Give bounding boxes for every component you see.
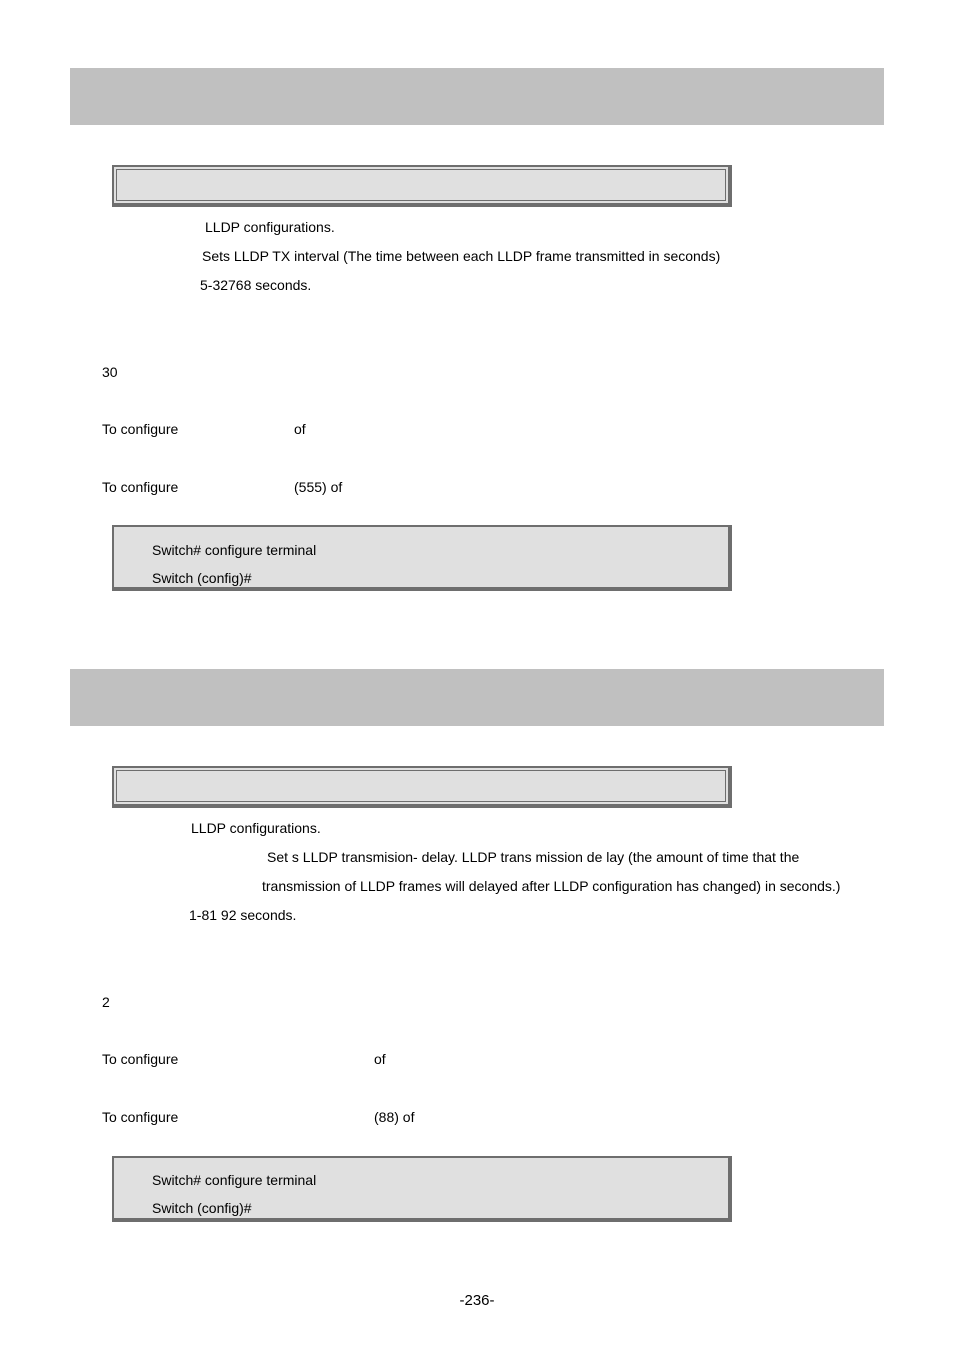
section-1-example-intro-2-tail: (555) of [294, 479, 343, 495]
section-2-example-intro-1: To configure [102, 1051, 179, 1067]
section-2-parameter-description-line-1: Set s LLDP transmision- delay. LLDP trans mission de lay (the amount of time that the [267, 849, 800, 865]
code-line: Switch# configure terminal [152, 1172, 317, 1188]
code-line: Switch (config)# [152, 1200, 252, 1216]
section-2-command-box [112, 766, 732, 808]
section-1-example-intro-1-tail: of [294, 421, 306, 437]
section-2-title-band [70, 669, 884, 726]
section-2-parameter-description-line-2: transmission of LLDP frames will delayed after LLDP configuration has changed) in seconds.) [262, 878, 841, 894]
section-1-default-value: 30 [102, 364, 118, 380]
section-1-example-intro-2: To configure [102, 479, 179, 495]
code-line: Switch (config)# [152, 570, 252, 586]
section-1-command-box [112, 165, 732, 207]
section-1-title-band [70, 68, 884, 125]
section-2-example-intro-1-tail: of [374, 1051, 386, 1067]
section-1-parameter-description: Sets LLDP TX interval (The time between each LLDP frame transmitted in seconds) [202, 248, 721, 264]
section-1-parameter-range: 5-32768 seconds. [200, 277, 312, 293]
section-2-example-code-box [112, 1156, 732, 1222]
section-2-example-intro-2-tail: (88) of [374, 1109, 415, 1125]
section-1-example-code-box [112, 525, 732, 591]
section-1-example-intro-1: To configure [102, 421, 179, 437]
section-2-parameter-range: 1-81 92 seconds. [189, 907, 297, 923]
page-number: -236- [459, 1292, 495, 1309]
section-2-usage-description: LLDP configurations. [191, 820, 321, 836]
section-1-usage-description: LLDP configurations. [205, 219, 335, 235]
section-2-example-intro-2: To configure [102, 1109, 179, 1125]
section-2-default-value: 2 [102, 994, 110, 1010]
code-line: Switch# configure terminal [152, 542, 317, 558]
